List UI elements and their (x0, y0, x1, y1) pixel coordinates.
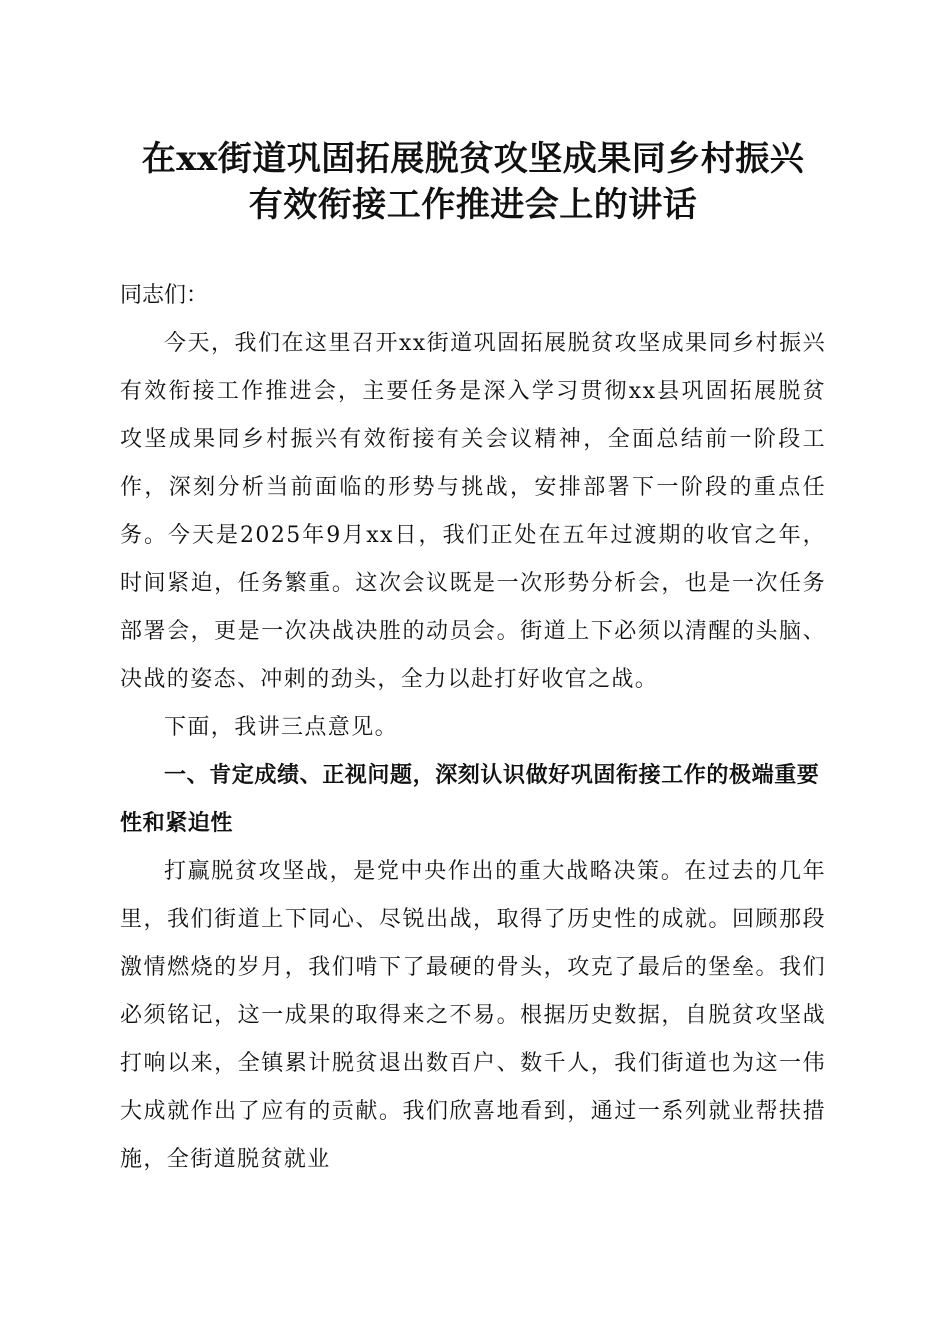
document-title (120, 136, 826, 228)
title-line-1: 在xx街道巩固拓展脱贫攻坚成果同乡村振兴 (141, 139, 805, 179)
section-heading: 一、肯定成绩、正视问题，深刻认识做好巩固衔接工作的极端重要性和紧迫性 (120, 763, 820, 836)
section-paragraph: 打赢脱贫攻坚战，是党中央作出的重大战略决策。在过去的几年里，我们街道上下同心、尽锐出战，取得了历史性的成就。回顾那段激情燃烧的岁月，我们啃下了最硬的骨头，攻克了最后的堡垒。我们必须铭记，这一成果的取得来之不易。根据历史数据，自脱贫攻坚战打响以来，全镇累计脱贫退出数百户、数千人，我们街道也为这一伟大成就作出了应有的贡献。我们欣喜地看到，通过一系列就业帮扶措施，全街道脱贫就业 (120, 859, 826, 1172)
transition-paragraph: 下面，我讲三点意见。 (164, 715, 399, 740)
intro-paragraph: 今天，我们在这里召开xx街道巩固拓展脱贫攻坚成果同乡村振兴有效衔接工作推进会，主要任务是深入学习贯彻xx县巩固拓展脱贫攻坚成果同乡村振兴有效衔接有关会议精神，全面总结前一阶段工作，深刻分析当前面临的形势与挑战，安排部署下一阶段的重点任务。今天是2025年9月xx日，我们正处在五年过渡期的收官之年，时间紧迫，任务繁重。这次会议既是一次形势分析会，也是一次任务部署会，更是一次决战决胜的动员会。街道上下必须以清醒的头脑、决战的姿态、冲刺的劲头，全力以赴打好收官之战。 (120, 331, 826, 692)
document-page (120, 136, 826, 1184)
salutation: 同志们： (120, 283, 209, 308)
title-line-2: 有效衔接工作推进会上的讲话 (248, 185, 698, 225)
